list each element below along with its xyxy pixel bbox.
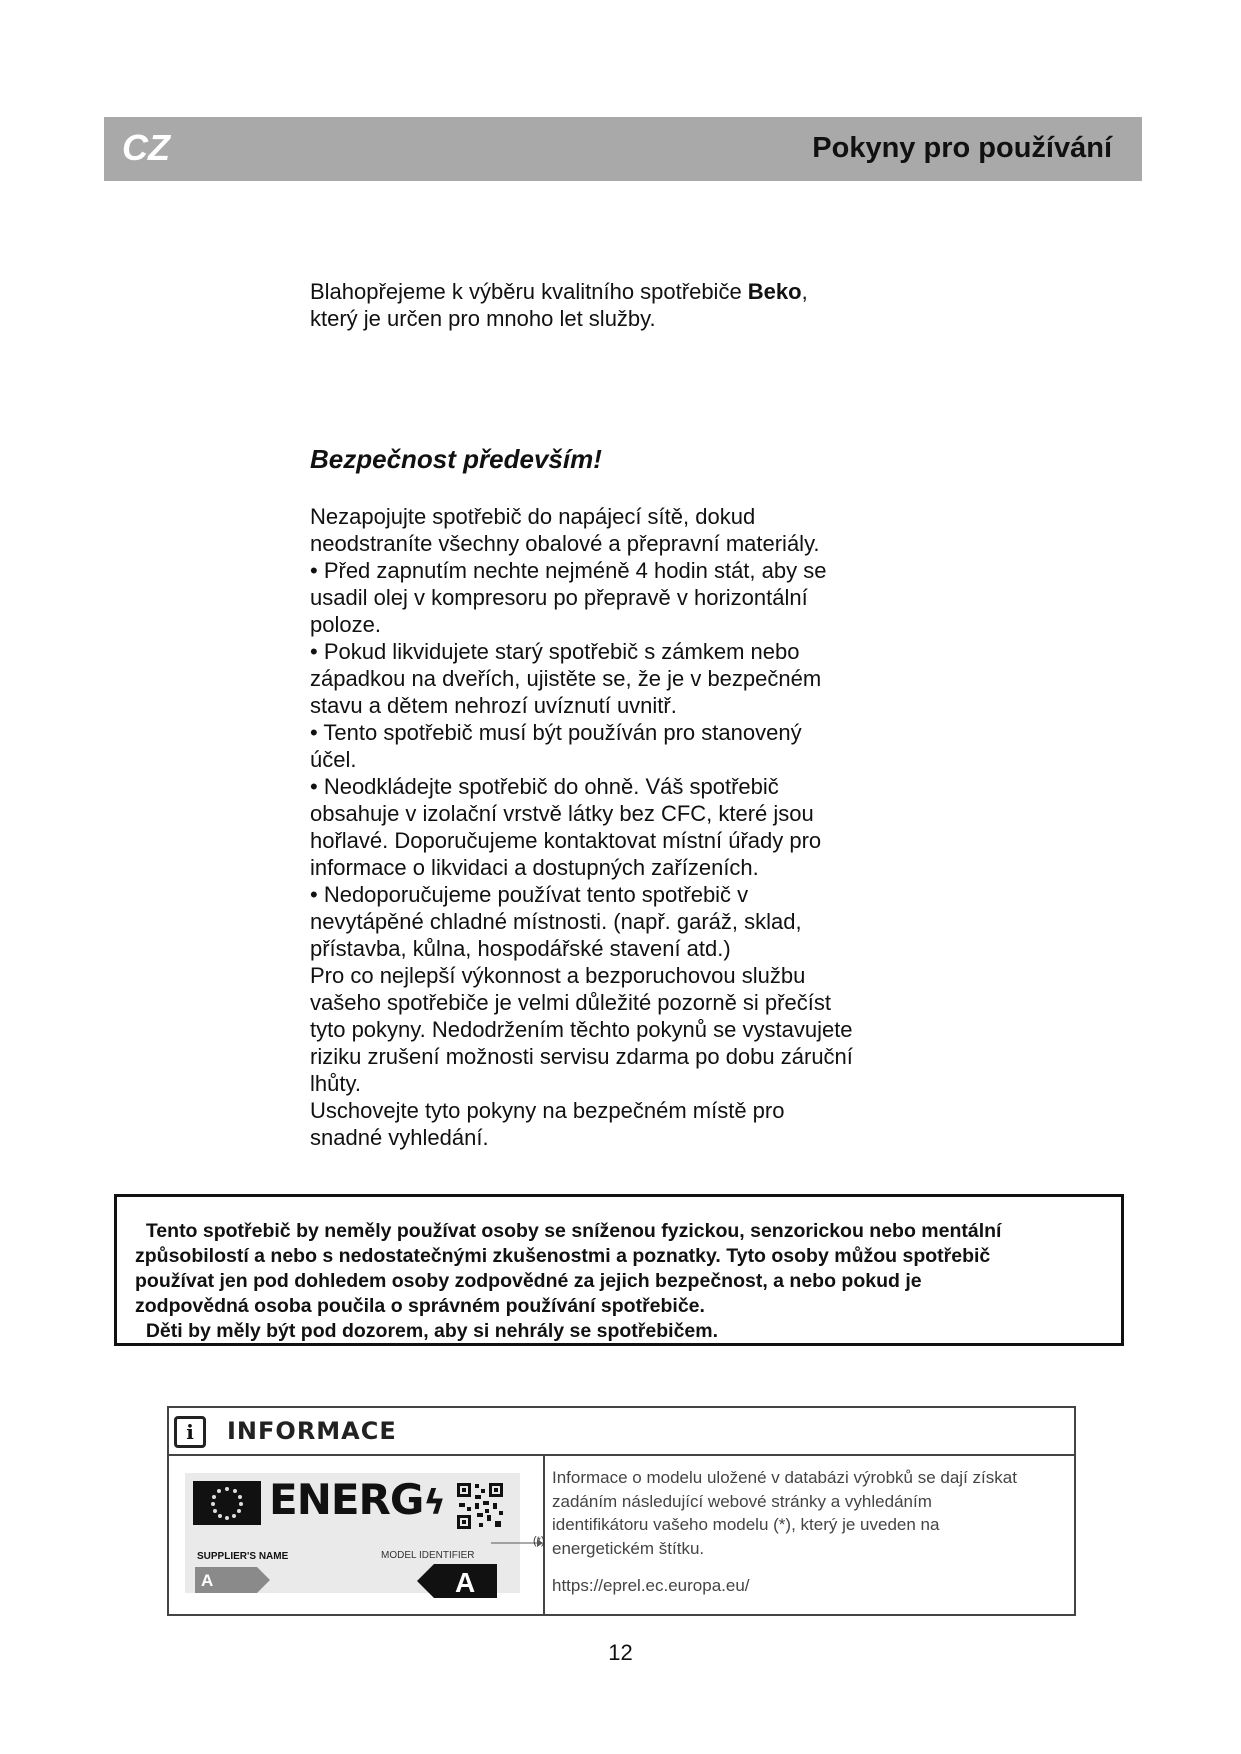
page-header (104, 117, 1142, 181)
safety-paragraph: • Neodkládejte spotřebič do ohně. Váš spotřebič obsahuje v izolační vrstvě látky bez CFC, které jsou hořlavé. Doporučujeme kontaktovat místní úřady pro informace o likvidaci a dostupných zařízeních. (310, 774, 822, 880)
qr-code-icon (455, 1481, 505, 1531)
energy-class-arrow-big (417, 1564, 497, 1603)
eprel-link[interactable]: https://eprel.ec.europa.eu/ (552, 1576, 750, 1595)
safety-paragraph: • Tento spotřebič musí být používán pro stanovený účel. (310, 720, 802, 772)
asterisk-marker: (*) (533, 1535, 545, 1547)
energy-wordmark (269, 1475, 445, 1524)
safety-paragraph: Uschovejte tyto pokyny na bezpečném místě pro snadné vyhledání. (310, 1098, 785, 1150)
info-description: Informace o modelu uložené v databázi výrobků se dají získat zadáním následující webové stránky a vyhledáním identifikátoru vašeho modelu (*), který je uveden na energetickém štítku. (552, 1468, 1017, 1558)
energy-class-arrow-small (195, 1567, 271, 1598)
warning-paragraph: Děti by měly být pod dozorem, aby si nehrály se spotřebičem. (135, 1320, 719, 1342)
info-header (169, 1408, 1074, 1456)
energy-class-small: A (201, 1571, 214, 1590)
safety-heading: Bezpečnost především! (310, 444, 602, 474)
lightning-icon: ϟ (423, 1483, 445, 1523)
intro-text (310, 278, 930, 332)
language-code: CZ (122, 127, 170, 168)
page-number: 12 (608, 1640, 633, 1665)
safety-paragraph: • Před zapnutím nechte nejméně 4 hodin stát, aby se usadil olej v kompresoru po přepravě v horizontální poloze. (310, 558, 827, 637)
warning-box (114, 1194, 1124, 1346)
safety-paragraph: • Pokud likvidujete starý spotřebič s zámkem nebo západkou na dveřích, ujistěte se, že je v bezpečném stavu a dětem nehrozí uvíznutí uvnitř. (310, 639, 822, 718)
info-box (167, 1406, 1076, 1616)
energy-word: ENERG (269, 1475, 424, 1524)
safety-instructions (310, 503, 930, 1151)
safety-paragraph: Pro co nejlepší výkonnost a bezporuchovou službu vašeho spotřebiče je velmi důležité pozorně si přečíst tyto pokyny. Nedodržením těchto pokynů se vystavujete riziku zrušení možnosti servisu zdarma po dobu záruční lhůty. (310, 963, 853, 1096)
warning-paragraph: Tento spotřebič by neměly používat osoby se sníženou fyzickou, senzorickou nebo mentální způsobilostí a nebo s nedostatečnými zkušenostmi a poznatky. Tyto osoby můžou spotřebič používat jen pod dohledem osoby zodpovědné za jejich bezpečnost, a nebo pokud je zodpovědná osoba poučila o správném používání spotřebiče. (135, 1220, 1002, 1317)
energy-label (185, 1473, 520, 1598)
intro-after: , který je určen pro mnoho let služby. (310, 279, 808, 331)
intro-before: Blahopřejeme k výběru kvalitního spotřebiče (310, 279, 748, 304)
warning-text (135, 1219, 1110, 1344)
eu-flag-icon (193, 1481, 261, 1525)
model-identifier-label: MODEL IDENTIFIER (381, 1550, 475, 1561)
supplier-name-label: SUPPLIER'S NAME (197, 1551, 289, 1562)
energy-class-big: A (455, 1567, 476, 1598)
safety-paragraph: • Nedoporučujeme používat tento spotřebič v nevytápěné chladné místnosti. (např. garáž, sklad, přístavba, kůlna, hospodářské stavení atd.) (310, 882, 802, 961)
info-title: INFORMACE (227, 1417, 397, 1445)
page-title: Pokyny pro používání (812, 132, 1112, 164)
brand-name: Beko (747, 279, 802, 304)
info-icon: i (174, 1416, 206, 1448)
safety-paragraph: Nezapojujte spotřebič do napájecí sítě, dokud neodstraníte všechny obalové a přepravní materiály. (310, 504, 820, 556)
